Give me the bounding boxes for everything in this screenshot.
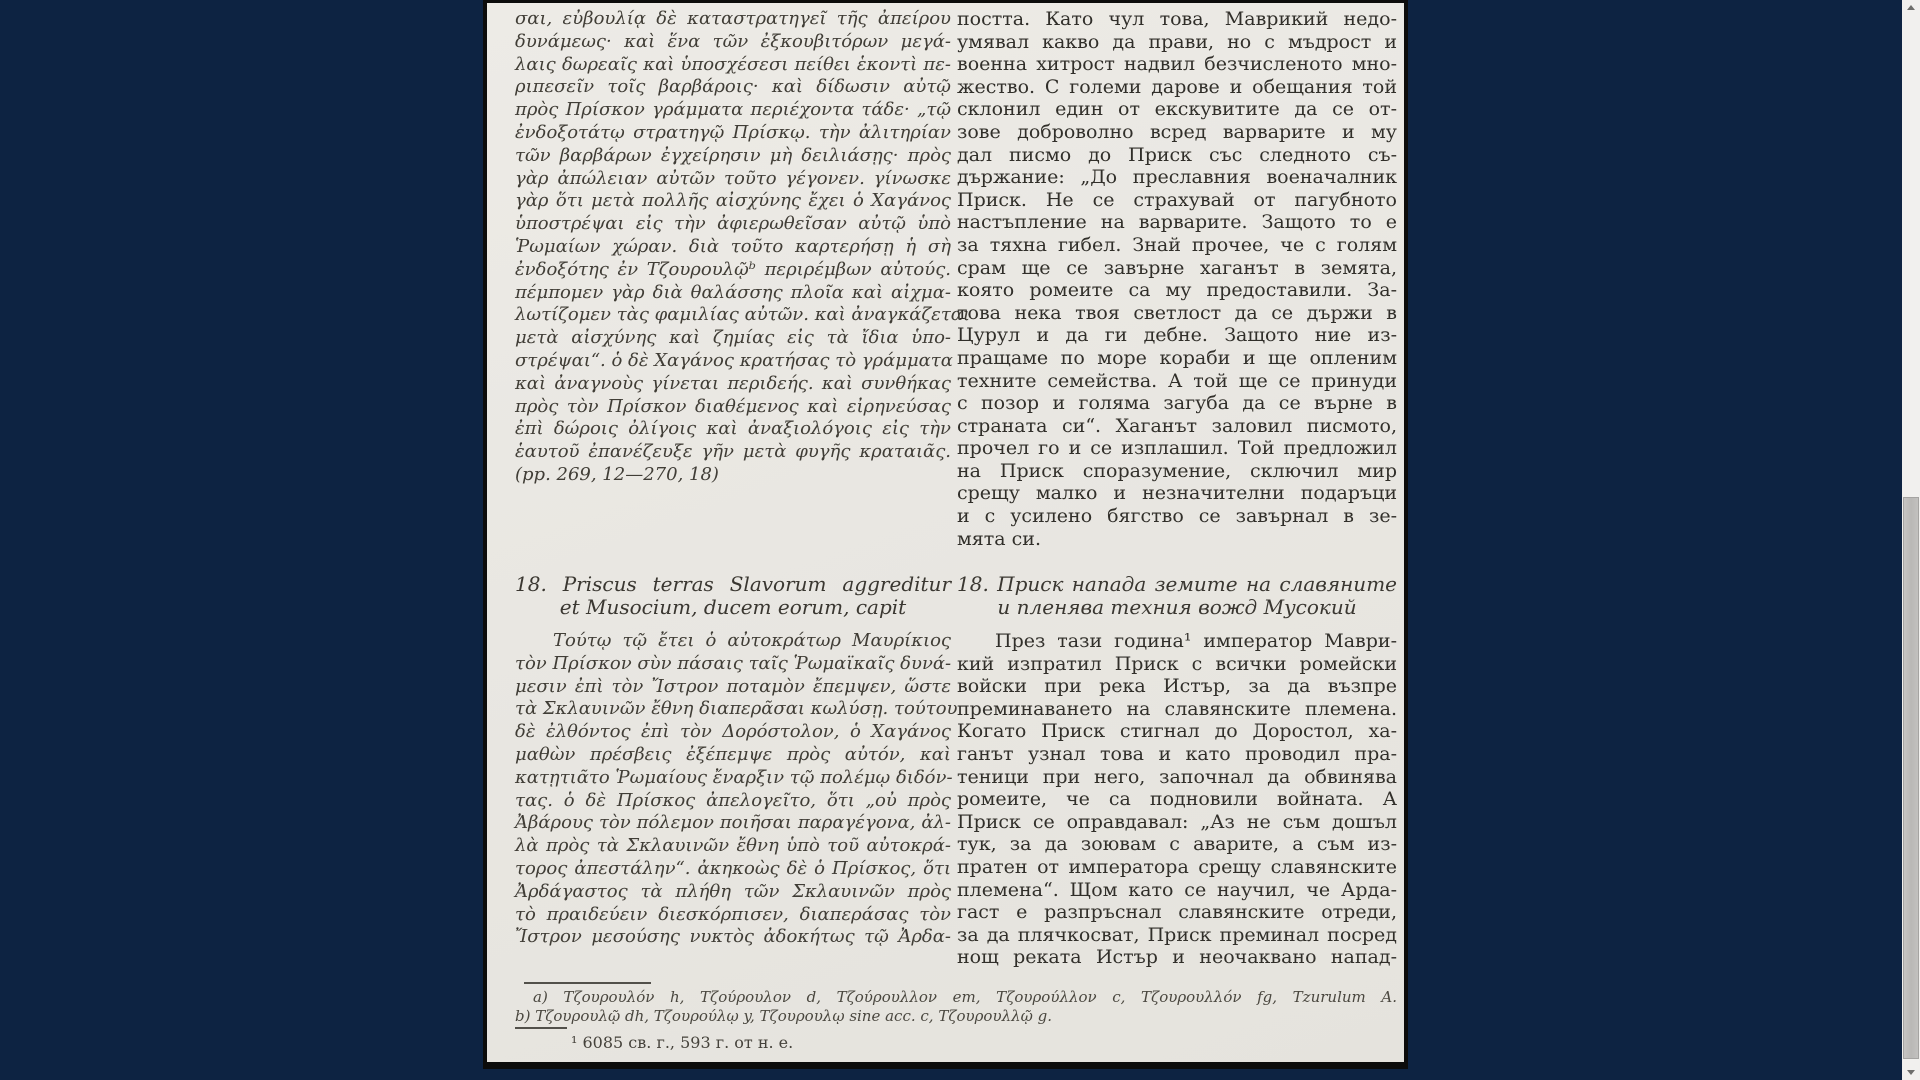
text-line: преминаването на славянските племена. [957,697,1397,720]
scroll-down-button[interactable] [1902,1064,1920,1080]
text-line: и с усилено бягство се завърнал в зе- [957,505,1397,528]
bulgarian-paragraph-1 [957,8,1397,550]
text-line: умявал какво да прави, но с мъдрост и [957,30,1397,53]
text-line: теници при него, започнал да обвинява [957,765,1397,788]
text-line: ромеите, че са подновили войната. А [957,788,1397,811]
text-line: войски при река Истър, за да възпре [957,675,1397,698]
text-line: δὲ ἐλθόντος ἐπὶ τὸν Δορόστολον, ὁ Χαγάνος [515,721,951,743]
text-line: пращаме по море кораби и ще опленим [957,346,1397,369]
text-line: γὰρ ἀπώλειαν αὐτῶν τοῦτο γέγονεν. γίνωσκε [515,167,951,189]
text-line: мята си. [957,527,1041,550]
text-line: μεσιν ἐπὶ τὸν Ἴστρον ποταμὸν ἔπεμψεν, ὥστε [515,675,951,697]
text-line: ὑποστρέψαι εἰς τὴν ἀφιερωθεῖσαν αὐτῷ ὑπὸ [515,213,951,235]
text-line: λὰ πρὸς τὰ Σκλαυινῶν ἔθνη ὑπὸ τοῦ αὐτοκρά- [515,835,951,857]
text-line: κατῃτιᾶτο Ῥωμαίους ἔναρξιν τῷ πολέμῳ διδόν- [515,766,953,788]
text-line: δυνάμεως· καὶ ἕνα τῶν ἐξκουβιτόρων μεγά- [515,30,951,52]
text-line: Τούτῳ τῷ ἔτει ὁ αὐτοκράτωρ Μαυρίκιος [553,630,951,651]
apparatus-note-b: b) Τζουρουλῷ dh, Τζουρούλῳ y, Τζουρουλῳ sine acc. c, Τζουρουλλῷ g. [515,1007,1052,1025]
text-line: Когато Приск стигнал до Доростол, ха- [957,720,1397,743]
text-line: στρέψαι“. ὁ δὲ Χαγάνος κρατήσας τὸ γράμματα [515,349,953,371]
text-line: Ἀβάρους τὸν πόλεμον ποιῆσαι παραγέγονα, ἀλ- [515,812,951,834]
text-line: за да плячкосват, Приск преминал посред [957,923,1397,946]
apparatus-note-a: a) Τζουρουλόν h, Τζούρουλον d, Τζούρουλλον em, Τζουρούλλον c, Τζουρουλλόν fg, Tzurulum A. [533,988,1397,1006]
text-line: тук, за да зоювам с аварите, а съм из- [957,833,1397,856]
text-line: нощ реката Истър и неочаквано напад- [957,946,1397,969]
text-line: това нека твоя светлост да се държи в [957,301,1397,324]
text-line: μετὰ αἰσχύνης καὶ ζημίας εἰς τὰ ἴδια ὑπο- [515,327,951,349]
text-line: на Приск споразумение, сключил мир [957,459,1397,482]
text-line: τὸν Πρίσκον σὺν πάσαις ταῖς Ῥωμαϊκαῖς δυνά- [515,652,952,674]
chronology-footnote: ¹ 6085 св. г., 593 г. от н. е. [571,1033,794,1052]
latin-heading-line2: et Musocium, ducem eorum, capit [559,595,907,619]
text-line: техните семейства. А той ще се принуди [957,369,1397,392]
text-line: πρὸς τὸν Πρίσκον διαθέμενος καὶ εἰρηνεύσας [515,395,951,417]
text-line: за тяхна гибел. Знай прочее, че с голям [957,233,1397,256]
text-line: кий изпратил Приск с всички ромейски [957,652,1397,675]
triangle-down-icon [1907,1070,1915,1075]
text-line: ἐπὶ δώροις ὀλίγοις καὶ ἀναξιολόγοις εἰς τὴν [515,418,951,440]
text-line: дал писмо до Приск със следното съ- [957,143,1397,166]
text-line: държание: „До преславния военачалник [957,166,1397,189]
text-line: постта. Като чул това, Маврикий недо- [957,8,1397,30]
text-line: ганът узнал това и като проводил пра- [957,742,1397,765]
latin-heading-line1: 18. Priscus terras Slavorum aggreditur [515,572,951,596]
text-line: жество. С големи дарове и обещания той [957,75,1397,98]
text-line: πρὸς Πρίσκον γράμματα περιέχοντα τάδε· „τῷ [515,99,951,121]
text-line: τὰ Σκλαυινῶν ἔθνη διαπερᾶσαι κωλύσῃ. τούτου [515,698,958,720]
text-line: τορος ἀπεστάλην“. ἀκηκοὼς δὲ ὁ Πρίσκος, ὅτι [515,857,951,879]
bulgarian-section-heading [957,573,1397,619]
bulgarian-paragraph-2 [957,630,1397,969]
text-line: срещу малко и незначителни подаръци [957,482,1397,505]
text-line: Приск се оправдавал: „Аз не съм дошъл [957,810,1397,833]
bulgarian-translation-column [957,3,1397,1062]
bulgarian-heading-line1: 18. Приск напада земите на славяните [957,572,1397,596]
text-line: γὰρ ὅτι μετὰ πολλῆς αἰσχύνης ἔχει ὁ Χαγάνος [515,190,951,212]
footnote-separator-small [515,1027,567,1029]
text-line: склонил един от екскувитите да се от- [957,98,1397,121]
text-line: настъпление на варварите. Защото то е [957,211,1397,234]
text-line: σαι, εὐβουλίᾳ δὲ καταστρατηγεῖ τῆς ἀπείρου [515,8,951,29]
scroll-up-button[interactable] [1902,0,1920,16]
scrollbar[interactable] [1902,0,1920,1080]
text-line: пратен от императора срещу славянските [957,855,1397,878]
scrollbar-thumb[interactable] [1903,497,1919,1059]
text-line: ριπεσεῖν τοῖς βαρβάροις· καὶ δίδωσιν αὐτῷ [515,76,951,98]
text-line: Ῥωμαίων χώραν. διὰ τοῦτο καρτερήσῃ ἡ σὴ [515,235,951,257]
text-line: πέμπομεν γὰρ διὰ θαλάσσης πλοῖα καὶ αἰχμα- [515,281,951,303]
text-line: λαις δωρεαῖς καὶ ὑποσχέσεσι πείθει ἑκοντὶ πε- [515,53,951,75]
source-citation: (pp. 269, 12—270, 18) [515,464,719,485]
text-line: λωτίζομεν τὰς φαμιλίας αὐτῶν. καὶ ἀναγκάζεται [515,304,970,326]
text-line: срам ще се завърне хаганът в земята, [957,256,1397,279]
text-line: τὸ πραιδεύειν διεσκόρπισεν, διαπεράσας τὸν [515,903,951,925]
greek-paragraph-1 [515,8,970,464]
text-line: военна хитрост надвил безчисленото мно- [957,53,1397,76]
text-line: ἐνδοξοτάτῳ στρατηγῷ Πρίσκῳ. τὴν ἀλιτηρίαν [515,121,951,143]
bulgarian-heading-line2: и пленява техния вожд Мусокий [997,595,1357,619]
text-line: μαθὼν πρέσβεις ἐξέπεμψε πρὸς αὐτόν, καὶ [515,743,951,765]
text-line: καὶ ἀναγνοὺς γίνεται περιδεής. καὶ συνθήκας [515,372,951,394]
text-line: Ἴστρον μεσούσης νυκτὸς ἀδοκήτως τῷ Ἀρδα- [515,926,951,948]
text-line: племена“. Щом като се научил, че Арда- [957,878,1397,901]
text-line: с позор и голяма загуба да се върне в [957,392,1397,415]
text-line: страната си“. Хаганът заловил писмото, [957,414,1397,437]
text-line: ἑαυτοῦ ἐπανέζευξε γῆν μετὰ φυγῆς κραταιᾶς. [515,441,951,463]
text-line: Цурул и да ги дебне. Защото ние из- [957,324,1397,347]
text-line: τῶν βαρβάρων ἐγχείρησιν μὴ δειλιάσῃς· πρὸς [515,144,951,166]
text-line: Ἀρδάγαστος τὰ πλήθη τῶν Σκλαυινῶν πρὸς [515,880,951,902]
scanned-page [483,0,1408,1069]
text-line: През тази година¹ император Маври- [995,630,1397,652]
triangle-up-icon [1907,5,1915,10]
latin-section-heading [515,573,951,619]
text-line: ἐνδοξότης ἐν Τζουρουλῷᵇ περιρέμβων αὐτούς. [515,258,951,280]
text-line: прочел го и се изплашил. Той предложил [957,437,1397,460]
text-line: която ромеите са му предоставили. За- [957,279,1397,302]
greek-paragraph-2 [515,630,958,949]
footnote-separator [524,982,651,984]
text-line: зове доброволно всред варварите и му [957,120,1397,143]
text-line: Приск. Не се страхувай от пагубното [957,188,1397,211]
text-line: гаст е разпръснал славянските отреди, [957,901,1397,924]
text-line: τας. ὁ δὲ Πρίσκος ἀπελογεῖτο, ὅτι „οὐ πρὸς [515,789,951,811]
